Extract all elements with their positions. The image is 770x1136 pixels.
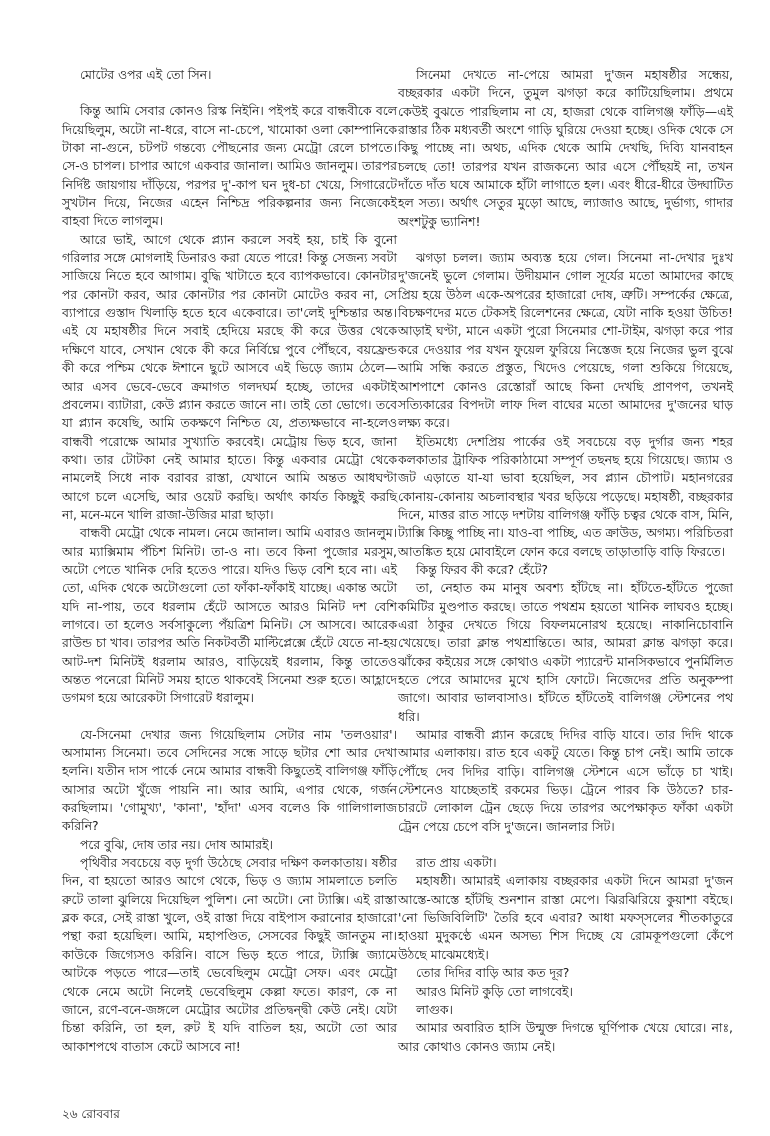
paragraph: পরে বুঝি, দোষ তার নয়। দোষ আমারই। xyxy=(80,836,273,852)
paragraph: সিনেমা দেখতে না-পেয়ে আমরা দু'জন মহাষষ্ঠীর সন্ধেয়, বচ্ছরকার একটা দিনে, তুমুল ঝগড়া করে কাটিয়েছিলাম। প্রথমে কেউই বুঝতে পারছিলাম না যে, হাজরা থেকে বালিগঞ্জ ফাঁড়ি—এই রাস্তার ঠিক মধ্যবর্তী অংশে গাড়ি ঘুরিয়ে দেওয়া হচ্ছে। ওদিক থেকে সে কিছু পাচ্ছে না। অথচ, এদিক থেকে আমি দেখছি, দিব্যি যানবাহন চলছে তো! তারপর যখন রাজকন্যে আর এসে পৌঁছয়ই না, তখন দাঁতে দাঁত ঘষে আমাকে হাঁটা লাগাতে হল। এবং ধীরে-ধীরে উদ্ঘাটিত হল সত্য। অর্থাৎ সেতুর মুড়ো আছে, ল্যাজাও আছে, দুর্ভাগ্য, গাদার অংশটুকু ভ্যানিশ! xyxy=(398,67,733,229)
paragraph: লাগুক। xyxy=(416,1001,453,1017)
paragraph: কিন্তু ফিরব কী করে? হেঁটে? xyxy=(416,561,548,577)
paragraph: তোর দিদির বাড়ি আর কত দূর? xyxy=(416,965,570,981)
paragraph: তা, নেহাত কম মানুষ অবশ্য হাঁটছে না। হাঁটতে-হাঁটতে পুজো কমিটির মুণ্ডপাত করছে। তাতে পথশ্রম হয়তো খানিক লাঘবও হচ্ছে। এরা ঠাকুর দেখতে গিয়ে বিফলমনোরথ হয়েছে। নাকানিচোবানি খেয়েছে। তারা ক্লান্ত পথশ্রান্তিতে। আর, আমরা ক্লান্ত ঝগড়া করে। ঝাঁকের কইয়ের সঙ্গে কোথাও একটা প্যারেন্ট মানসিকভাবে পুনর্মিলিত হতে পেরে আমাদের মুখে হাসি ফোটে। নিজেদের প্রতি অনুকম্পা জাগে। আবার ভালবাসাও। হাঁটতে হাঁটতেই বালিগঞ্জ স্টেশনের পথ ধরি। xyxy=(398,580,733,724)
paragraph: মহাষষ্ঠী। আমারই এলাকায় বচ্ছরকার একটা দিনে আমরা দু'জন আস্তে-আস্তে হাঁটছি শুনশান রাস্তা মেপে। ঝিরঝিরিয়ে কুয়াশা বইছে। 'নো ভিজিবিলিটি' তৈরি হবে এবার? আধা মফস্সলের শীতকাতুরে হাওয়া মুদুকণ্ঠে এমন অসভ্য শিস দিচ্ছে যে রোমকূপগুলো কেঁপে উঠছে মাঝেমধ্যেই। xyxy=(398,873,733,962)
paragraph: আরে ভাই, আগে থেকে প্ল্যান করলে সবই হয়, চাই কি বুনো গরিলার সঙ্গে মোগলাই ডিনারও করা যেতে পারে! কিন্তু সেজন্য সবটা সাজিয়ে নিতে হবে আগাম। বুদ্ধি খাটাতে হবে ব্যাপকভাবে। কোনটার পর কোনটা করব, আর কোনটার পর কোনটা মোটেও করব না, সে ব্যাপারে গুস্তাদ খিলাড়ি হতে হবে একেবারে। তা'লেই দুশ্চিন্তার অন্ত। এই যে মহাষষ্ঠীর দিনে সবাই হেদিয়ে মরছে কী করে উত্তর থেকে দক্ষিণে যাবে, সেখান থেকে কী করে নির্বিঘ্নে পুবে পৌঁছবে, বয়ফ্রেন্ড কী করে পশ্চিম থেকে ঈশানে ছুটে আসবে এই ভিড়ে জ্যাম ঠেলে—আর এসব ভেবে-ভেবে ক্রমাগত গলদঘর্ম হচ্ছে, তাদের একটাই প্রবলেম। ব্যাটারা, কেউ প্ল্যান করতে জানে না। তাই তো ভোগে। তবে যা প্ল্যান কষেছি, আমি তকক্ষণে নিশ্চিত যে, প্রত্যক্ষভাবে না-হলেও বান্ধবী পরোক্ষে আমার সুখ্যাতি করবেই। মেট্রোয় ভিড় হবে, জানা কথা। তার টোটকা নেই আমার হাতে। কিন্তু একবার মেট্রো থেকে নামলেই সিধে নাক বরাবর রাস্তা, যেখানে আমি অন্তত আধঘণ্টা আগে চলে এসেছি, আর ওয়েট করছি। অর্থাৎ কার্যত কিচ্ছুই করছি না, মনে-মনে খালি রাজা-উজির মারা ছাড়া। xyxy=(62,231,397,522)
paragraph: আমার বান্ধবী প্ল্যান করেছে দিদির বাড়ি যাবে। তার দিদি থাকে আমার এলাকায়। রাত হবে একটু যেতে। কিন্তু চাপ নেই। আমি তাকে পৌঁছে দেব দিদির বাড়ি। বালিগঞ্জ স্টেশনে এসে ভাঁড়ে চা খাই। স্টেশনেও যাচ্ছেতাই রকমের ভিড়। ট্রেনে পারব কি উঠতে? চার-চারটে লোকাল ট্রেন ছেড়ে দিয়ে তারপর অপেক্ষাকৃত ফাঁকা একটা ট্রেন পেয়ে চেপে বসি দু'জনে। জানলার সিট। xyxy=(398,727,733,834)
paragraph: মোটের ওপর এই তো সিন। xyxy=(80,67,212,82)
paragraph-gap xyxy=(62,84,397,102)
paragraph-gap xyxy=(398,231,733,249)
paragraph: ইতিমধ্যে দেশপ্রিয় পার্কের ওই সবচেয়ে বড় দুর্গার জন্য শহর কলকাতার ট্রাফিক পরিকাঠামো সম্পূর্ণ তছনছ হয়ে গিয়েছে। জ্যাম ও জট এড়াতে যা-যা ভাবা হয়েছিল, সব প্ল্যান চৌপাট। মহানগরের কোনায়-কোনায় অচলাবস্থার খবর ছড়িয়ে পড়েছে। মহাষষ্ঠী, বচ্ছরকার দিনে, মাত্তর রাত সাড়ে দশটায় বালিগঞ্জ ফাঁড়ি চত্বর থেকে বাস, মিনি, ট্যাক্সি কিচ্ছু পাচ্ছি না। যাও-বা পাচ্ছি, এত ক্রাউড, অগম্য। পরিচিতরা আতঙ্কিত হয়ে মোবাইলে ফোন করে বলছে তাড়াতাড়ি বাড়ি ফিরতে। xyxy=(398,433,733,559)
paragraph: আরও মিনিট কুড়ি তো লাগবেই। xyxy=(416,983,573,999)
paragraph: কিন্তু আমি সেবার কোনও রিস্ক নিইনি। পইপই করে বান্ধবীকে বলে দিয়েছিলুম, অটো না-ধরে, বাসে না-চেপে, খামোকা ওলা কোম্পানিকে টাকা না-গুনে, চটপট গন্তব্যে পৌছনোর জন্য মেট্রো রেলে চাপতে। সে-ও চাপল। চাপার আগে একবার জানাল। আমিও জানলুম। তারপর নির্দিষ্ট জায়গায় দাঁড়িয়ে, পরপর দু'-কাপ ঘন দুধ-চা খেয়ে, সিগারেটে সুখটান দিয়ে, নিজের এহেন নিশ্চিদ্র পরিকল্পনার জন্য নিজেকেই বাহবা দিতে লাগলুম। xyxy=(62,103,397,229)
paragraph: বান্ধবী মেট্রো থেকে নামল। নেমে জানাল। আমি এবারও জানলুম। আর ম্যাক্সিমাম পঁচিশ মিনিট। তা-ও না। তবে কিনা পুজোর মরসুম, অটো পেতে খানিক দেরি হতেও পারে। যদিও ভিড় বেশি হবে না। এই তো, এদিক থেকে অটোগুলো তো ফাঁকা-ফাঁকাই যাচ্ছে। একান্ত অটো যদি না-পায়, তবে ধরলাম হেঁটে আসতে আরও মিনিট দশ বেশি লাগবে। তা হলেও সর্বসাকুল্যে পঁয়ত্রিশ মিনিট। সে আসবে। আরেক রাউন্ড চা খাব। তারপর অতি নিকটবর্তী মাল্টিপ্লেক্সে হেঁটে যেতে না-হয় আট-দশ মিনিটই ধরলাম আরও, বাড়িয়েই ধরলাম, কিন্তু তাতেও অন্তত পনেরো মিনিট সময় হাতে থাকবেই সিনেমা শুরু হতে। আহ্লাদে ডগমগ হয়ে আরেকটা সিগারেট ধরালুম। xyxy=(62,525,397,706)
left-column xyxy=(62,66,397,1056)
paragraph: যে-সিনেমা দেখার জন্য গিয়েছিলাম সেটার নাম 'তলওয়ার'। অসামান্য সিনেমা। তবে সেদিনের সন্ধে সাড়ে ছটার শো আর দেখা হলনি। যতীন দাস পার্কে নেমে আমার বান্ধবী কিছুতেই বালিগঞ্জ ফাঁড়ি আসার অটো খুঁজে পায়নি না। আর আমি, এপার থেকে, গর্জন করছিলাম। 'গোমুখ্য', 'কানা', 'হাঁদা' এসব বলেও কি গালিগালাজ করিনি? xyxy=(62,726,397,834)
right-column xyxy=(398,66,733,1056)
paragraph-gap xyxy=(398,836,733,854)
paragraph: ঝগড়া চলল। জ্যাম অব্যস্ত হয়ে গেল। সিনেমা না-দেখার দুঃখ দু'জনেই ভুলে গেলাম। উদীয়মান গোল সূর্যের মতো আমাদের কাছে প্রিয় হয়ে উঠল একে-অপরের হাজারো দোষ, ত্রুটি। সম্পর্কের ক্ষেত্রে, বিচক্ষণদের মতে টেকসই রিলেশনের ক্ষেত্রে, যেটা নাকি হওয়া উচিত! আড়াই ঘণ্টা, মানে একটা পুরো সিনেমার শো-টাইম, ঝগড়া করে পার করে দেওয়ার পর যখন ফুয়েল ফুরিয়ে নিস্তেজ হয়ে নিজের ভুল বুঝে আমি সন্ধি করতে প্রস্তুত, খিদেও পেয়েছে, গলা শুকিয়ে গিয়েছে, আশপাশে কোনও রেস্তোরাঁ আছে কিনা দেখছি প্রাণপণ, তখনই সত্যিকারের বিপদটা লাফ দিল বাঘের মতো আমাদের দু'জনের ঘাড় লক্ষ্য করে। xyxy=(398,250,733,431)
paragraph: রাত প্রায় একটা। xyxy=(416,855,497,871)
paragraph-gap xyxy=(62,708,397,726)
paragraph: আমার অবারিত হাসি উন্মুক্ত দিগন্তে ঘূর্ণিপাক খেয়ে ঘোরে। নাঃ, আর কোথাও কোনও জ্যাম নেই। xyxy=(398,1020,733,1054)
paragraph: পৃথিবীর সবচেয়ে বড় দুর্গা উঠেছে সেবার দক্ষিণ কলকাতায়। ষষ্ঠীর দিন, বা হয়তো আরও আগে থেকে, ভিড় ও জ্যাম সামলাতে চলতি রুটে তালা ঝুলিয়ে দিয়েছিল পুলিশ। নো অটো। নো ট্যাক্সি। এই রাস্তা ব্লক করে, সেই রাস্তা খুলে, ওই রাস্তা দিয়ে বাইপাস করানোর হাজারো পন্থা করা হয়েছিল। আমি, মহাপণ্ডিত, সেসবের কিছুই জানতুম না। কাউকে জিগ্যেসও করিনি। বাসে ভিড় হতে পারে, ট্যাক্সি জ্যামে আটকে পড়তে পারে—তাই ভেবেছিলুম মেট্রো সেফ। এবং মেট্রো থেকে নেমে অটো নিলেই ভেবেছিলুম কেল্লা ফতে। কারণ, কে না জানে, রণে-বনে-জঙ্গলে মেট্রোর অটোর প্রতিদ্বন্দ্বী কেউ নেই। যেটা চিন্তা করিনি, তা হল, রুট ই যদি বাতিল হয়, অটো তো আর আকাশপথে বাতাস কেটে আসবে না! xyxy=(62,855,397,1054)
page-footer: ২৬ রোববার xyxy=(62,1107,120,1121)
